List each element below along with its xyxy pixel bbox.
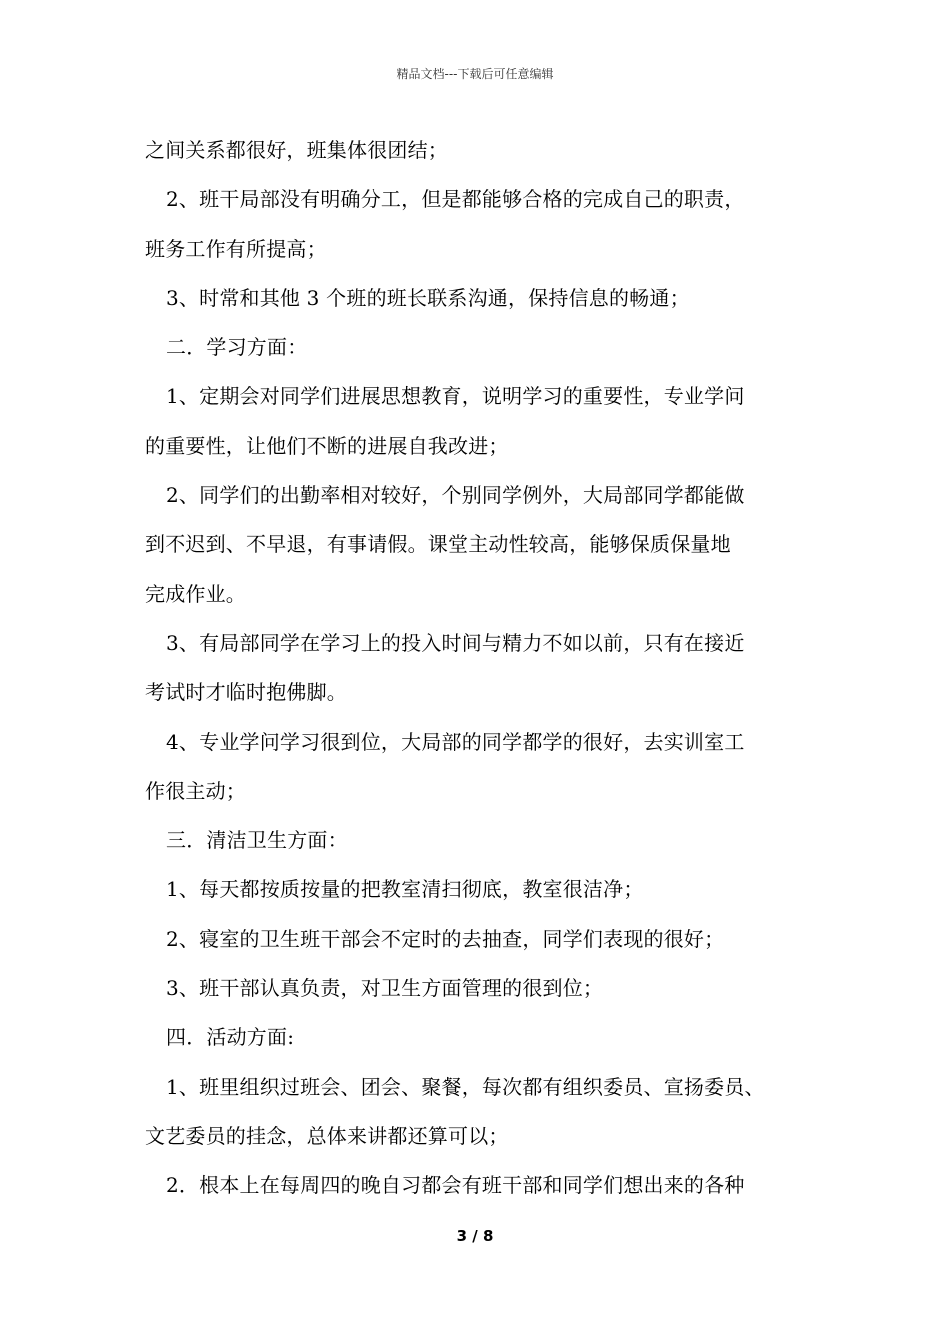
- document-body: [145, 126, 825, 1211]
- text-line: 1、定期会对同学们进展思想教育，说明学习的重要性，专业学问: [166, 384, 745, 409]
- text-line: 班务工作有所提高；: [145, 236, 327, 261]
- text-line: 到不迟到、不早退，有事请假。课堂主动性较高，能够保质保量地: [145, 532, 731, 557]
- text-line: 2、寝室的卫生班干部会不定时的去抽查，同学们表现的很好；: [166, 926, 725, 951]
- text-line: 之间关系都很好，班集体很团结；: [145, 138, 448, 162]
- text-line: 考试时才临时抱佛脚。: [145, 680, 347, 705]
- page-header: 精品文档---下载后可任意编辑: [396, 67, 554, 81]
- text-line: 作很主动；: [145, 778, 246, 803]
- text-line: 3、班干部认真负责，对卫生方面管理的很到位；: [166, 976, 604, 1001]
- text-line: 的重要性，让他们不断的进展自我改进；: [145, 433, 509, 458]
- text-line: 1、每天都按质按量的把教室清扫彻底，教室很洁净；: [166, 877, 644, 902]
- text-line: 完成作业。: [145, 581, 246, 606]
- text-line: 3、时常和其他 3 个班的班长联系沟通，保持信息的畅通；: [166, 285, 690, 310]
- text-line: 2、班干局部没有明确分工，但是都能够合格的完成自己的职责，: [166, 187, 745, 212]
- text-line: 4、专业学问学习很到位，大局部的同学都学的很好，去实训室工: [166, 729, 745, 754]
- text-line: 三．清洁卫生方面：: [166, 828, 348, 853]
- text-line: 二．学习方面：: [166, 335, 308, 360]
- text-line: 文艺委员的挂念，总体来讲都还算可以；: [145, 1123, 509, 1148]
- page-number: 3 / 8: [456, 1227, 494, 1245]
- text-line: 3、有局部同学在学习上的投入时间与精力不如以前，只有在接近: [166, 630, 745, 655]
- text-line: 四．活动方面:: [166, 1025, 295, 1050]
- text-line: 1、班里组织过班会、团会、聚餐，每次都有组织委员、宣扬委员、: [166, 1074, 765, 1099]
- text-line: 2、同学们的出勤率相对较好，个别同学例外，大局部同学都能做: [166, 483, 745, 508]
- text-line: 2．根本上在每周四的晚自习都会有班干部和同学们想出来的各种: [166, 1173, 745, 1198]
